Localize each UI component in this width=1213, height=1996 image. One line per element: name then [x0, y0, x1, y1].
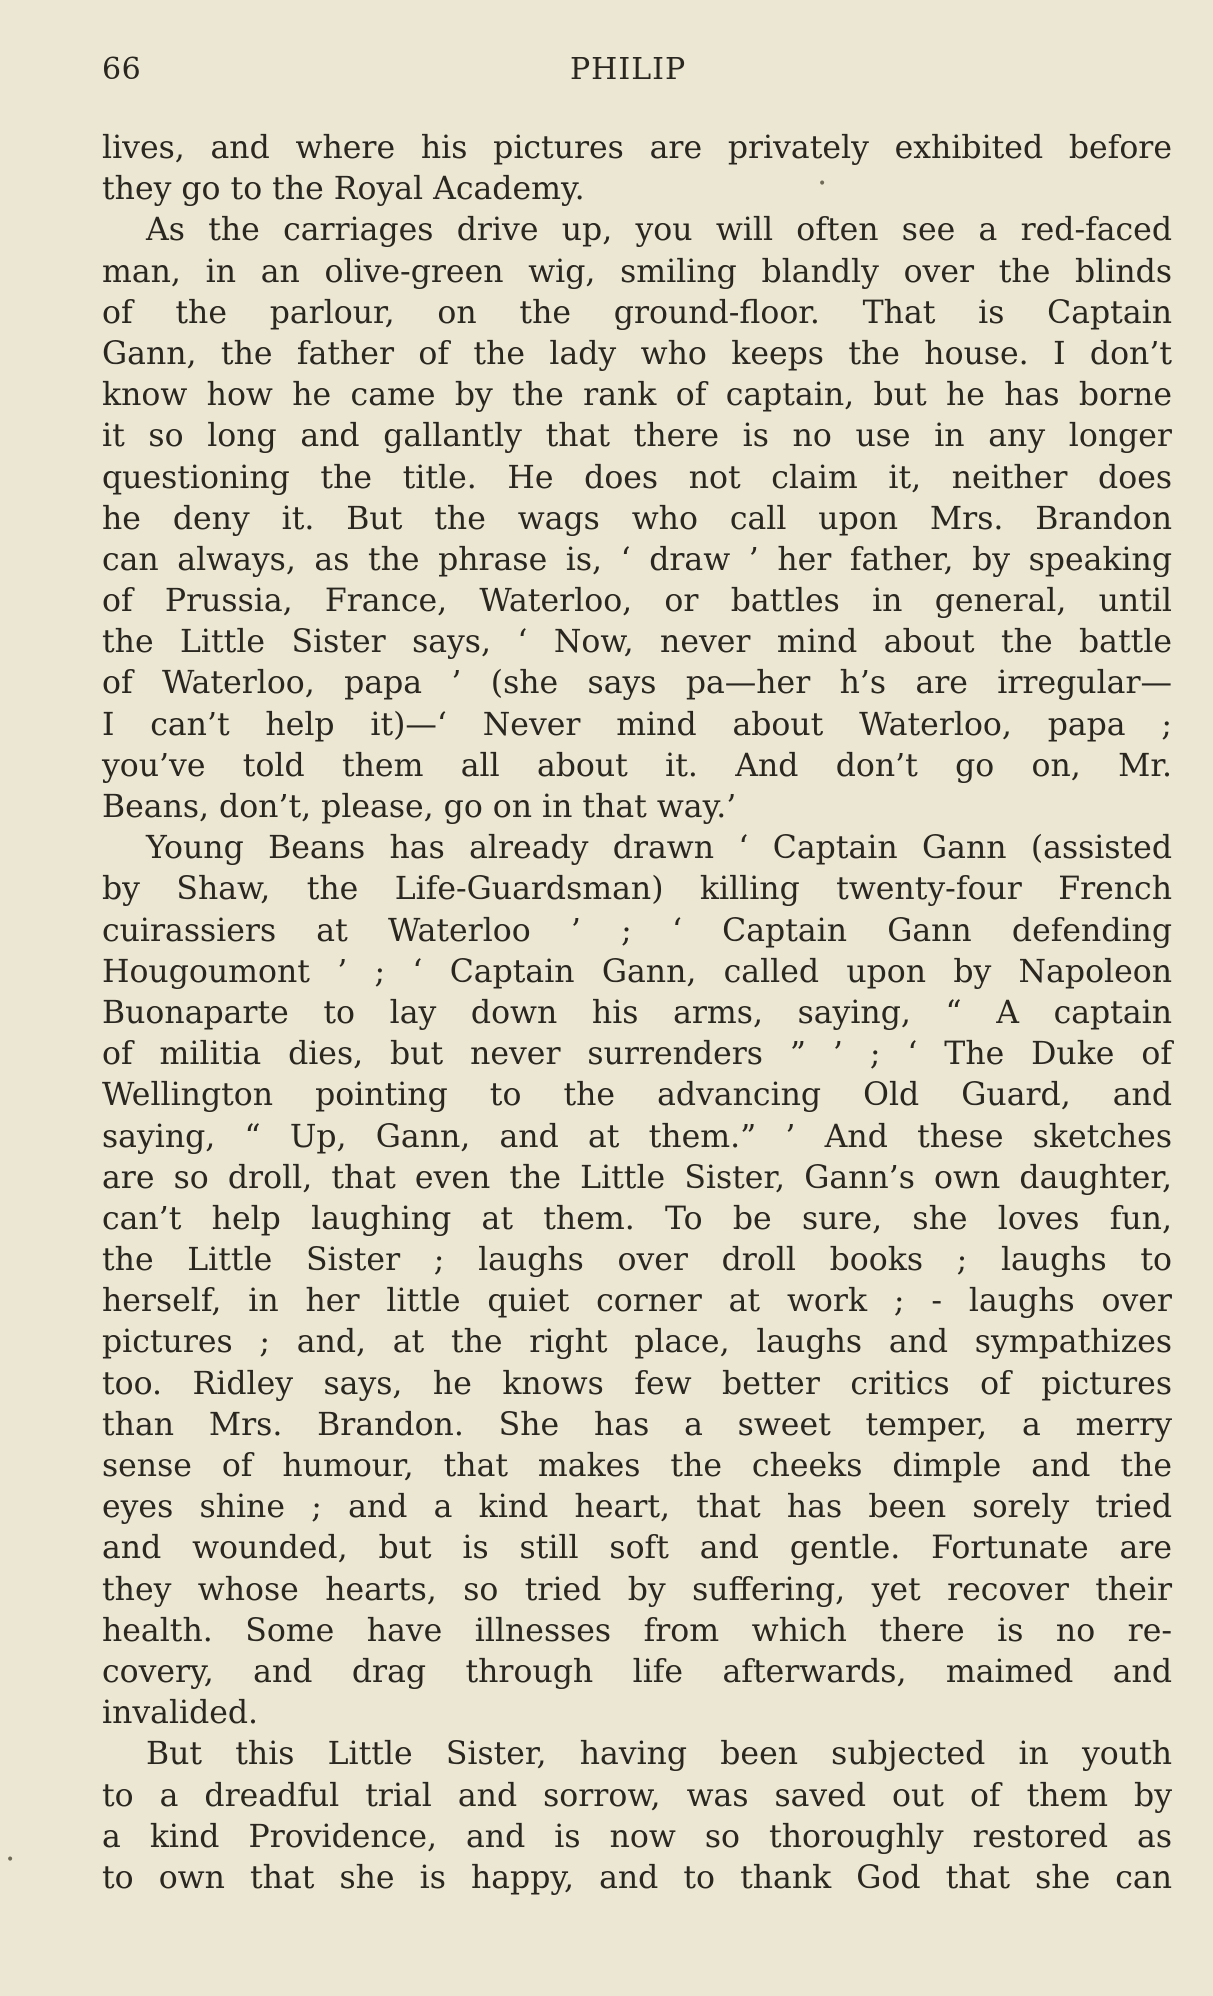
text-line: lives, and where his pictures are privately exhibited before: [102, 130, 1172, 166]
text-line: and wounded, but is still soft and gentle. Fortunate are: [102, 1530, 1172, 1567]
text-line: than Mrs. Brandon. She has a sweet temper, a merry: [102, 1406, 1172, 1443]
text-line: of the parlour, on the ground-floor. That is Captain: [102, 294, 1172, 331]
stray-dot: •: [6, 1852, 15, 1868]
text-line: cuirassiers at Waterloo ’ ; ‘ Captain Gann defending: [102, 912, 1172, 949]
text-line: a kind Providence, and is now so thoroughly restored as: [102, 1818, 1172, 1855]
text-line: herself, in her little quiet corner at work ; - laughs over: [102, 1283, 1172, 1320]
text-line: Beans, don’t, please, go on in that way.’: [102, 789, 737, 825]
text-line: covery, and drag through life afterwards, maimed and: [102, 1653, 1172, 1690]
text-line: Gann, the father of the lady who keeps the house. I don’t: [102, 335, 1172, 372]
text-line: Hougoumont ’ ; ‘ Captain Gann, called upon by Napoleon: [102, 953, 1172, 990]
text-line: can’t help laughing at them. To be sure, she loves fun,: [102, 1200, 1172, 1237]
text-line: Buonaparte to lay down his arms, saying, “ A captain: [102, 994, 1172, 1031]
text-line: saying, “ Up, Gann, and at them.” ’ And these sketches: [102, 1118, 1172, 1155]
text-line: to a dreadful trial and sorrow, was saved out of them by: [102, 1777, 1172, 1814]
page-number: 66: [102, 52, 142, 87]
text-line: he deny it. But the wags who call upon Mrs. Brandon: [102, 500, 1172, 537]
text-line: questioning the title. He does not claim it, neither does: [102, 459, 1172, 496]
text-line: you’ve told them all about it. And don’t go on, Mr.: [102, 747, 1172, 784]
text-line: too. Ridley says, he knows few better critics of pictures: [102, 1365, 1172, 1402]
text-line: of Prussia, France, Waterloo, or battles in general, until: [102, 583, 1172, 620]
text-line: I can’t help it)—‘ Never mind about Waterloo, papa ;: [102, 706, 1172, 743]
text-line: sense of humour, that makes the cheeks dimple and the: [102, 1448, 1172, 1484]
text-line: health. Some have illnesses from which there is no re-: [102, 1612, 1172, 1649]
text-line: invalided.: [102, 1695, 259, 1732]
text-line: the Little Sister ; laughs over droll books ; laughs to: [102, 1242, 1172, 1279]
text-line: the Little Sister says, ‘ Now, never mind about the battle: [102, 624, 1172, 661]
text-line: are so droll, that even the Little Sister, Gann’s own daughter,: [102, 1159, 1172, 1196]
text-line: they go to the Royal Academy.: [102, 171, 585, 208]
text-line: As the carriages drive up, you will often see a red-faced: [146, 212, 1172, 249]
running-head: [102, 52, 1172, 96]
stray-dot: •: [818, 176, 827, 192]
text-line: of Waterloo, papa ’ (she says pa—her h’s are irregular—: [102, 665, 1172, 702]
text-line: Wellington pointing to the advancing Old Guard, and: [102, 1077, 1172, 1114]
text-line: of militia dies, but never surrenders ” ’ ; ‘ The Duke of: [102, 1036, 1172, 1073]
text-line: know how he came by the rank of captain, but he has borne: [102, 377, 1172, 414]
text-line: Young Beans has already drawn ‘ Captain Gann (assisted: [146, 830, 1172, 867]
text-line: But this Little Sister, having been subjected in youth: [146, 1736, 1172, 1773]
text-line: eyes shine ; and a kind heart, that has been sorely tried: [102, 1489, 1172, 1526]
text-line: it so long and gallantly that there is no use in any longer: [102, 418, 1172, 455]
text-line: they whose hearts, so tried by suffering, yet recover their: [102, 1571, 1172, 1608]
text-line: pictures ; and, at the right place, laughs and sympathizes: [102, 1324, 1172, 1361]
running-title: PHILIP: [570, 52, 687, 87]
text-line: can always, as the phrase is, ‘ draw ’ her father, by speaking: [102, 541, 1172, 578]
text-line: to own that she is happy, and to thank God that she can: [102, 1859, 1172, 1896]
body-text: [102, 128, 1172, 1899]
text-line: man, in an olive-green wig, smiling blandly over the blinds: [102, 253, 1172, 290]
text-line: by Shaw, the Life-Guardsman) killing twenty-four French: [102, 871, 1172, 908]
